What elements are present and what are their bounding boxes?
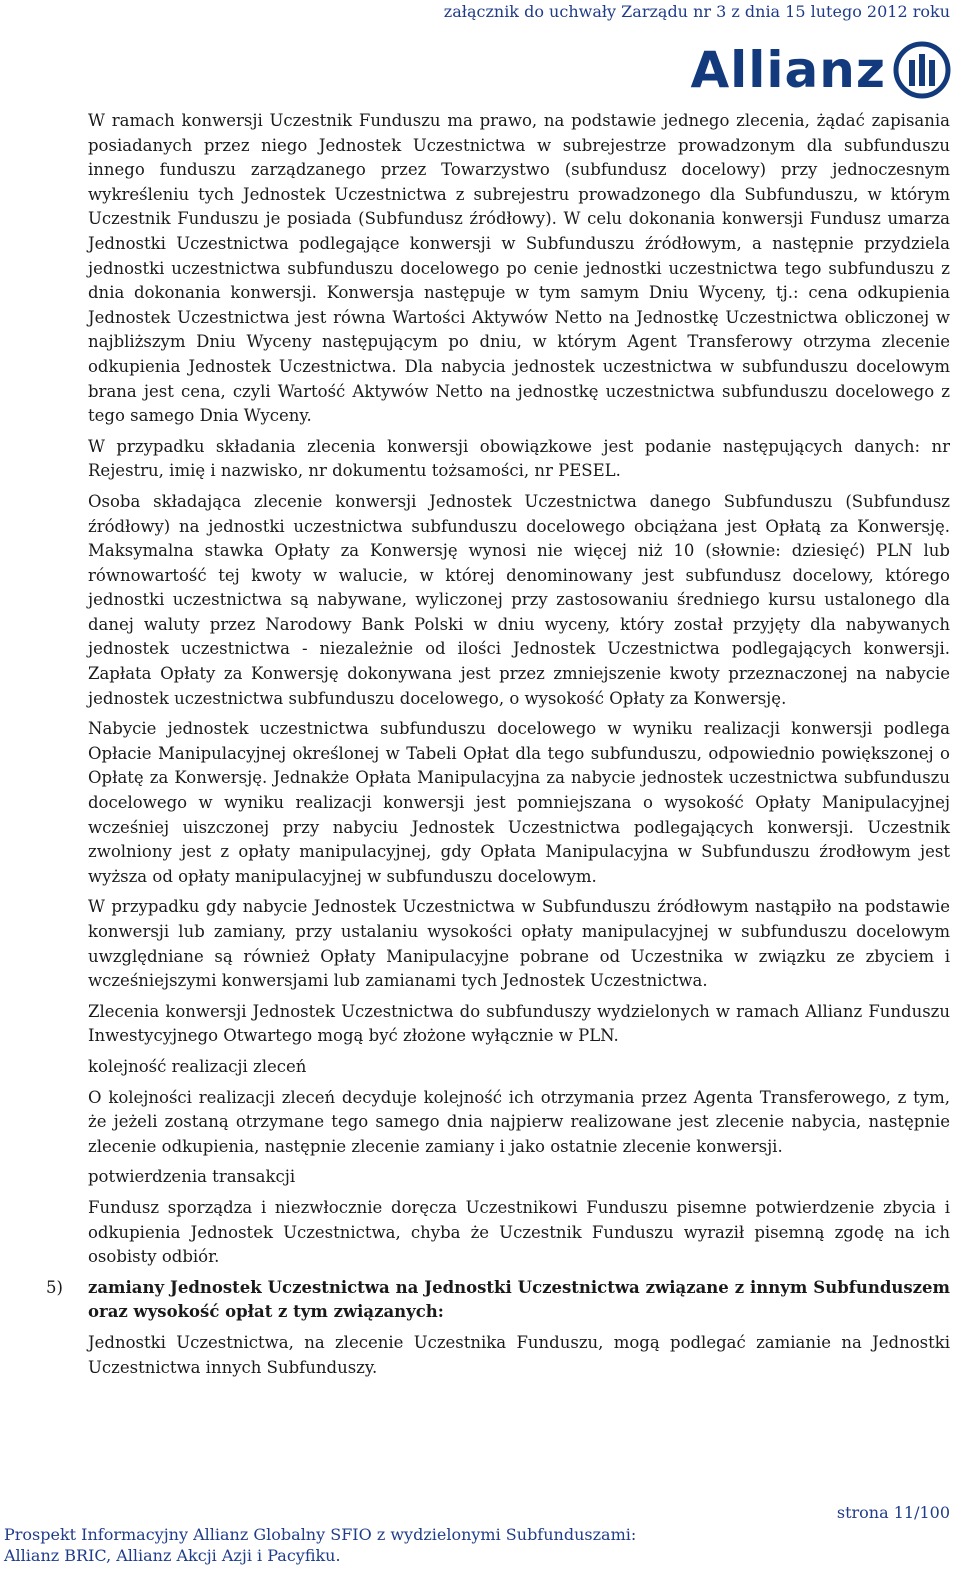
header-note: załącznik do uchwały Zarządu nr 3 z dnia 15 lutego 2012 roku <box>443 2 950 21</box>
footer-prospekt <box>4 1524 636 1566</box>
paragraph-unit-exchange: Jednostki Uczestnictwa, na zlecenie Uczestnika Funduszu, mogą podlegać zamianie na Jednostki Uczestnictwa innych Subfunduszy. <box>88 1332 950 1377</box>
paragraph-conversion-required-data: W przypadku składania zlecenia konwersji obowiązkowe jest podanie następujących danych: nr Rejestru, imię i nazwisko, nr dokumentu tożsamości, nr PESEL. <box>88 436 950 481</box>
paragraph-prior-fees: W przypadku gdy nabycie Jednostek Uczestnictwa w Subfunduszu źródłowym nastąpiło na podstawie konwersji lub zamiany, przy ustalaniu wysokości opłaty manipulacyjnej w subfunduszu docelowym uwzględniane są również Opłaty Manipulacyjne pobrane od Uczestnika w związku ze zbyciem i wcześniejszymi konwersjami lub zamianami tych Jednostek Uczestnictwa. <box>88 897 950 991</box>
heading-transaction-confirmations: potwierdzenia transakcji <box>88 1167 296 1187</box>
allianz-logo <box>690 40 952 100</box>
paragraph-transaction-confirmations: Fundusz sporządza i niezwłocznie doręcza Uczestnikowi Funduszu pisemne potwierdzenie zbycia i odkupienia Jednostek Uczestnictwa, chyba że Uczestnik Funduszu wyraził pisemną zgodę na ich osobisty odbiór. <box>88 1197 950 1267</box>
heading-order-of-execution: kolejność realizacji zleceń <box>88 1056 307 1076</box>
paragraph-currency: Zlecenia konwersji Jednostek Uczestnictwa do subfunduszy wydzielonych w ramach Allianz Funduszu Inwestycyjnego Otwartego mogą być złożone wyłącznie w PLN. <box>88 1001 950 1046</box>
allianz-eagle-icon <box>892 40 952 100</box>
document-body <box>46 109 950 1386</box>
logo-text: Allianz <box>690 41 886 99</box>
paragraph-conversion-rules: W ramach konwersji Uczestnik Funduszu ma prawo, na podstawie jednego zlecenia, żądać zapisania posiadanych przez niego Jednostek Uczestnictwa w subrejestrze prowadzonym dla subfunduszu innego funduszu zarządzanego przez Towarzystwo (subfundusz docelowy) przy jednoczesnym wykreśleniu tych Jednostek Uczestnictwa z subrejestru prowadzonego dla Subfunduszu, w którym Uczestnik Funduszu je posiada (Subfundusz źródłowy). W celu dokonania konwersji Fundusz umarza Jednostki Uczestnictwa podlegające konwersji w Subfunduszu źródłowym, a następnie przydziela jednostki uczestnictwa subfunduszu docelowego po cenie jednostki uczestnictwa tego subfunduszu z dnia dokonania konwersji. Konwersja następuje w tym samym Dniu Wyceny, tj.: cena odkupienia Jednostek Uczestnictwa jest równa Wartości Aktywów Netto na Jednostkę Uczestnictwa obliczonej w najbliższym Dniu Wyceny następującym po dniu, w którym Agent Transferowy otrzyma zlecenie odkupienia Jednostek Uczestnictwa. Dla nabycia jednostek uczestnictwa w subfunduszu docelowym brana jest cena, czyli Wartość Aktywów Netto na jednostkę uczestnictwa subfunduszu docelowego z tego samego Dnia Wyceny. <box>88 111 950 426</box>
list-item-number: 5) <box>46 1277 63 1297</box>
paragraph-manipulation-fee: Nabycie jednostek uczestnictwa subfunduszu docelowego w wyniku realizacji konwersji podlega Opłacie Manipulacyjnej określonej w Tabeli Opłat dla tego subfunduszu, odpowiednio powiększonej o Opłatę za Konwersję. Jednakże Opłata Manipulacyjna za nabycie jednostek uczestnictwa subfunduszu docelowego w wyniku realizacji konwersji jest pomniejszana o wysokość Opłaty Manipulacyjnej wcześniej uiszczonej przy nabyciu Jednostek Uczestnictwa podlegających konwersji. Uczestnik zwolniony jest z opłaty manipulacyjnej, gdy Opłata Manipulacyjna w Subfunduszu źrodłowym jest wyższa od opłaty manipulacyjnej w subfunduszu docelowym. <box>88 719 950 886</box>
paragraph-conversion-fee: Osoba składająca zlecenie konwersji Jednostek Uczestnictwa danego Subfunduszu (Subfundusz źródłowy) na jednostki uczestnictwa subfunduszu docelowego obciążana jest Opłatą za Konwersję. Maksymalna stawka Opłaty za Konwersję wynosi nie więcej niż 10 (słownie: dziesięć) PLN lub równowartość tej kwoty w walucie, w której denominowany jest subfundusz docelowy, którego jednostki uczestnictwa są nabywane, wyliczonej przy zastosowaniu średniego kursu ustalonego dla danej waluty przez Narodowy Bank Polski w dniu wyceny, który został przyjęty dla nabywanych jednostek uczestnictwa - niezależnie od ilości Jednostek Uczestnictwa podlegających konwersji. Zapłata Opłaty za Konwersję dokonywana jest przez zmniejszenie kwoty przeznaczonej na nabycie jednostek uczestnictwa subfunduszu docelowego, o wysokość Opłaty za Konwersję. <box>88 491 950 708</box>
list-item-5 <box>46 1276 950 1380</box>
footer-prospekt-line-2: Allianz BRIC, Allianz Akcji Azji i Pacyfiku. <box>4 1546 341 1565</box>
list-item-title: zamiany Jednostek Uczestnictwa na Jednostki Uczestnictwa związane z innym Subfunduszem oraz wysokość opłat z tym związanych: <box>88 1277 950 1322</box>
paragraph-order-of-execution: O kolejności realizacji zleceń decyduje kolejność ich otrzymania przez Agenta Transferowego, z tym, że jeżeli zostaną otrzymane tego samego dnia najpierw realizowane jest zlecenie nabycia, następnie zlecenie odkupienia, następnie zlecenie zamiany i jako ostatnie zlecenie konwersji. <box>88 1087 950 1156</box>
page-number: strona 11/100 <box>836 1503 950 1522</box>
footer-prospekt-line-1: Prospekt Informacyjny Allianz Globalny SFIO z wydzielonymi Subfunduszami: <box>4 1525 637 1544</box>
